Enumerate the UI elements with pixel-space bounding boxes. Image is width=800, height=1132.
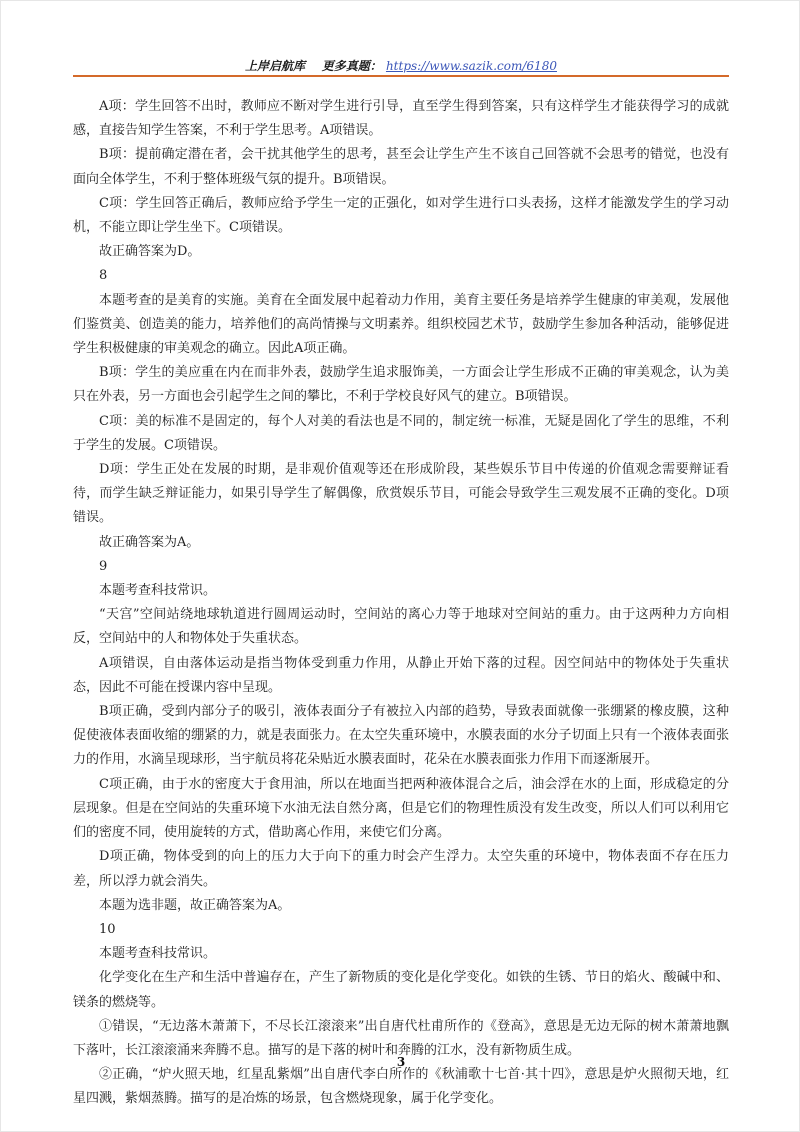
paragraph: B项正确，受到内部分子的吸引，液体表面分子有被拉入内部的趋势，导致表面就像一张绷紧的橡皮膜，这种促使液体表面收缩的绷紧的力，就是表面张力。在太空失重环境中，水膜表面的水分子切面上只有一个液体表面张力的作用，水滴呈现球形，当宇航员将花朵贴近水膜表面时，花朵在水膜表面张力作用下而逐渐展开。: [73, 704, 729, 768]
paragraph: C项：美的标准不是固定的，每个人对美的看法也是不同的，制定统一标准，无疑是固化了学生的思维，不利于学生的发展。C项错误。: [73, 413, 729, 453]
paragraph: ②正确，“炉火照天地，红星乱紫烟”出自唐代李白所作的《秋浦歌十七首·其十四》，意思是炉火照彻天地，红星四溅，紫烟蒸腾。描写的是冶炼的场景，包含燃烧现象，属于化学变化。: [73, 1067, 729, 1107]
paragraph: 本题为选非题，故正确答案为A。: [99, 897, 291, 913]
header-link[interactable]: https://www.sazik.com/6180: [385, 59, 557, 73]
paragraph: C项正确，由于水的密度大于食用油，所以在地面当把两种液体混合之后，油会浮在水的上面，形成稳定的分层现象。但是在空间站的失重环境下水油无法自然分离，但是它们的物理性质没有发生改变，所以人们可以利用它们的密度不同，使用旋转的方式，借助离心作用，来使它们分离。: [73, 776, 729, 841]
paragraph: C项：学生回答正确后，教师应给予学生一定的正强化，如对学生进行口头表扬，这样才能激发学生的学习动机，不能立即让学生坐下。C项错误。: [73, 195, 729, 236]
paragraph: 本题考查科技常识。: [99, 583, 217, 599]
paragraph: ①错误，“无边落木萧萧下，不尽长江滚滚来”出自唐代杜甫所作的《登高》，意思是无边无际的树木萧萧地飘下落叶，长江滚滚涌来奔腾不息。描写的是下落的树叶和奔腾的江水，没有新物质生成。: [73, 1018, 729, 1058]
paragraph: 本题考查科技常识。: [99, 946, 217, 962]
header-label: 更多真题：: [321, 59, 382, 73]
paragraph: 本题考查的是美育的实施。美育在全面发展中起着动力作用，美育主要任务是培养学生健康的审美观，发展他们鉴赏美、创造美的能力，培养他们的高尚情操与文明素养。组织校园艺术节，鼓励学生参加各种活动，能够促进学生积极健康的审美观念的确立。因此A项正确。: [73, 292, 729, 357]
question-number: 10: [99, 921, 116, 937]
page-header: [73, 57, 729, 74]
paragraph: 故正确答案为A。: [99, 534, 200, 550]
paragraph: A项：学生回答不出时，教师应不断对学生进行引导，直至学生得到答案，只有这样学生才能获得学习的成就感，直接告知学生答案，不利于学生思考。A项错误。: [73, 99, 729, 139]
page-number: 3: [396, 1055, 406, 1069]
header-rule: [73, 75, 729, 77]
paragraph: D项：学生正处在发展的时期，是非观价值观等还在形成阶段，某些娱乐节目中传递的价值观念需要辩证看待，而学生缺乏辩证能力，如果引导学生了解偶像，欣赏娱乐节目，可能会导致学生三观发展不正确的变化。D项错误。: [73, 462, 729, 526]
paragraph: B项：学生的美应重在内在而非外表，鼓励学生追求服饰美，一方面会让学生形成不正确的审美观念，认为美只在外表，另一方面也会引起学生之间的攀比，不利于学校良好风气的建立。B项错误。: [73, 365, 729, 405]
document-body: [73, 95, 729, 1112]
header-brand: 上岸启航库: [245, 59, 306, 73]
question-number: 8: [99, 268, 108, 284]
paragraph: D项正确，物体受到的向上的压力大于向下的重力时会产生浮力。太空失重的环境中，物体表面不存在压力差，所以浮力就会消失。: [73, 849, 729, 889]
paragraph: B项：提前确定潜在者，会干扰其他学生的思考，甚至会让学生产生不该自己回答就不会思考的错觉，也没有面向全体学生，不利于整体班级气氛的提升。B项错误。: [73, 147, 729, 187]
paragraph: “天宫”空间站绕地球轨道进行圆周运动时，空间站的离心力等于地球对空间站的重力。由于这两种力方向相反，空间站中的人和物体处于失重状态。: [73, 607, 729, 647]
paragraph: 化学变化在生产和生活中普遍存在，产生了新物质的变化是化学变化。如铁的生锈、节日的焰火、酸碱中和、镁条的燃烧等。: [73, 970, 729, 1010]
paragraph: 故正确答案为D。: [99, 244, 201, 260]
paragraph: A项错误，自由落体运动是指当物体受到重力作用，从静止开始下落的过程。因空间站中的物体处于失重状态，因此不可能在授课内容中呈现。: [73, 655, 729, 695]
question-number: 9: [99, 558, 108, 574]
